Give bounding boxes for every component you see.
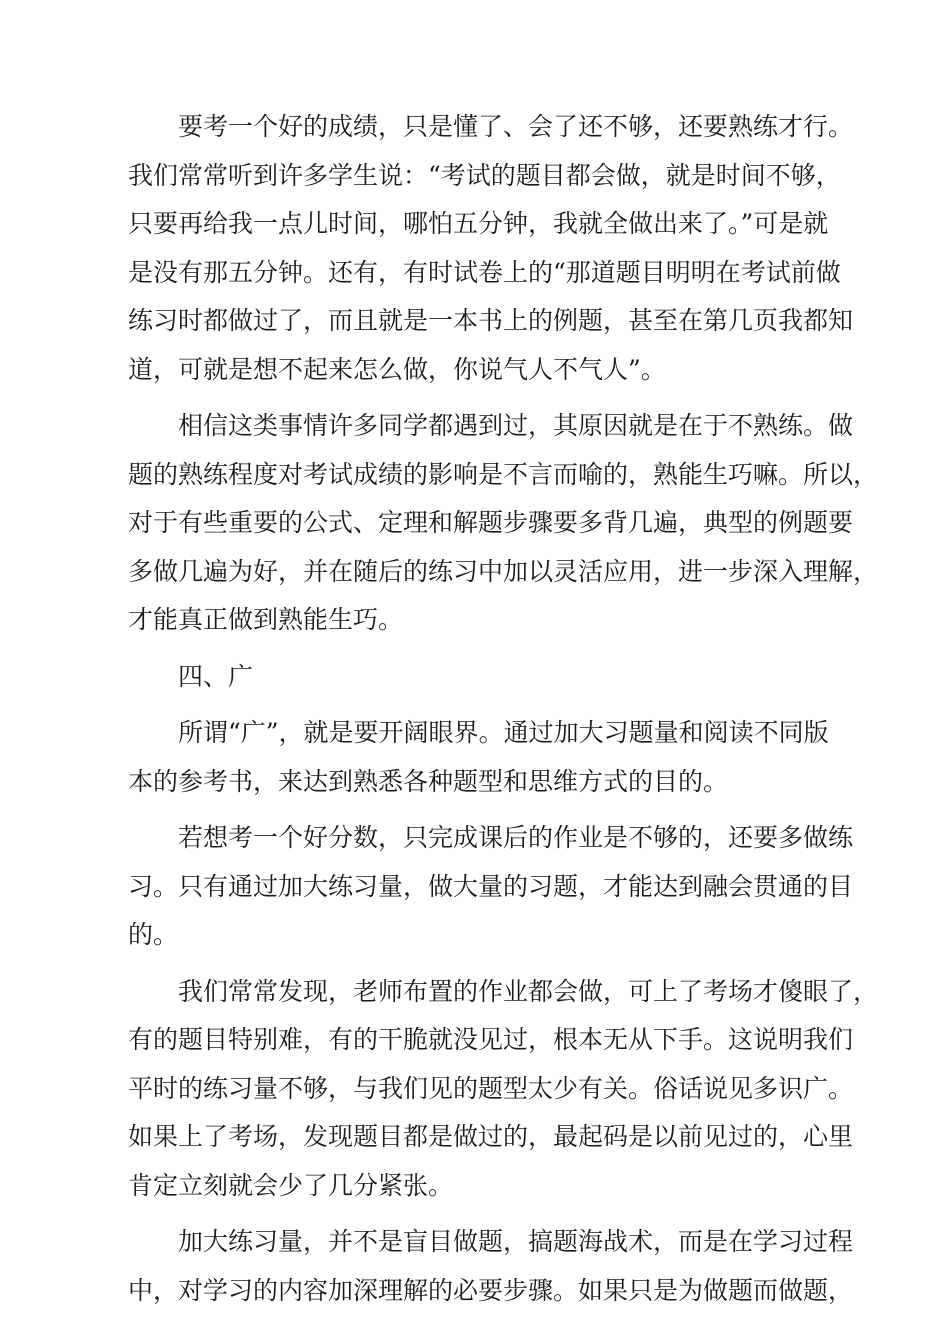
text-line: 有的题目特别难，有的干脆就没见过，根本无从下手。这说明我们 <box>128 1025 854 1054</box>
section-heading <box>128 653 828 702</box>
text-line: 才能真正做到熟能生巧。 <box>128 605 404 634</box>
text-line: 若想考一个好分数，只完成课后的作业是不够的，还要多做练 <box>178 823 854 852</box>
paragraph-6 <box>128 1218 854 1315</box>
paragraph-4 <box>128 814 854 960</box>
text-line: 本的参考书，来达到熟悉各种题型和思维方式的目的。 <box>128 766 729 796</box>
text-line: 平时的练习量不够，与我们见的题型太少有关。俗话说见多识广。 <box>128 1073 854 1103</box>
text-line: 练习时都做过了，而且就是一本书上的例题，甚至在第几页我都知 <box>128 306 854 335</box>
text-line: 我们常常听到许多学生说：“考试的题目都会做，就是时间不够， <box>128 160 841 190</box>
text-line: 习。只有通过加大练习量，做大量的习题，才能达到融会贯通的目 <box>128 871 854 901</box>
paragraph-1 <box>128 103 854 394</box>
text-line: 题的熟练程度对考试成绩的影响是不言而喻的，熟能生巧嘛。所以， <box>128 459 879 489</box>
paragraph-3 <box>128 709 828 806</box>
text-line: 中，对学习的内容加深理解的必要步骤。如果只是为做题而做题， <box>128 1275 854 1305</box>
text-line: 对于有些重要的公式、定理和解题步骤要多背几遍，典型的例题要 <box>128 508 854 537</box>
heading-text: 四、广 <box>178 661 254 691</box>
text-line: 我们常常发现，老师布置的作业都会做，可上了考场才傻眼了， <box>178 976 879 1006</box>
text-line: 只要再给我一点儿时间，哪怕五分钟，我就全做出来了。”可是就 <box>128 209 829 238</box>
text-line: 所谓“广”，就是要开阔眼界。通过加大习题量和阅读不同版 <box>178 718 829 747</box>
paragraph-5 <box>128 968 879 1211</box>
text-line: 相信这类事情许多同学都遇到过，其原因就是在于不熟练。做 <box>178 411 854 440</box>
text-line: 多做几遍为好，并在随后的练习中加以灵活应用，进一步深入理解， <box>128 556 879 586</box>
text-line: 如果上了考场，发现题目都是做过的，最起码是以前见过的，心里 <box>128 1122 854 1151</box>
text-line: 的。 <box>128 920 179 949</box>
document-body <box>128 103 879 1323</box>
text-line: 加大练习量，并不是盲目做题，搞题海战术，而是在学习过程 <box>178 1227 854 1256</box>
text-line: 是没有那五分钟。还有，有时试卷上的“那道题目明明在考试前做 <box>128 257 841 287</box>
text-line: 肯定立刻就会少了几分紧张。 <box>128 1170 454 1200</box>
paragraph-2 <box>128 402 879 645</box>
text-line: 道，可就是想不起来怎么做，你说气人不气人”。 <box>128 354 666 384</box>
text-line: 要考一个好的成绩，只是懂了、会了还不够，还要熟练才行。 <box>178 112 854 141</box>
